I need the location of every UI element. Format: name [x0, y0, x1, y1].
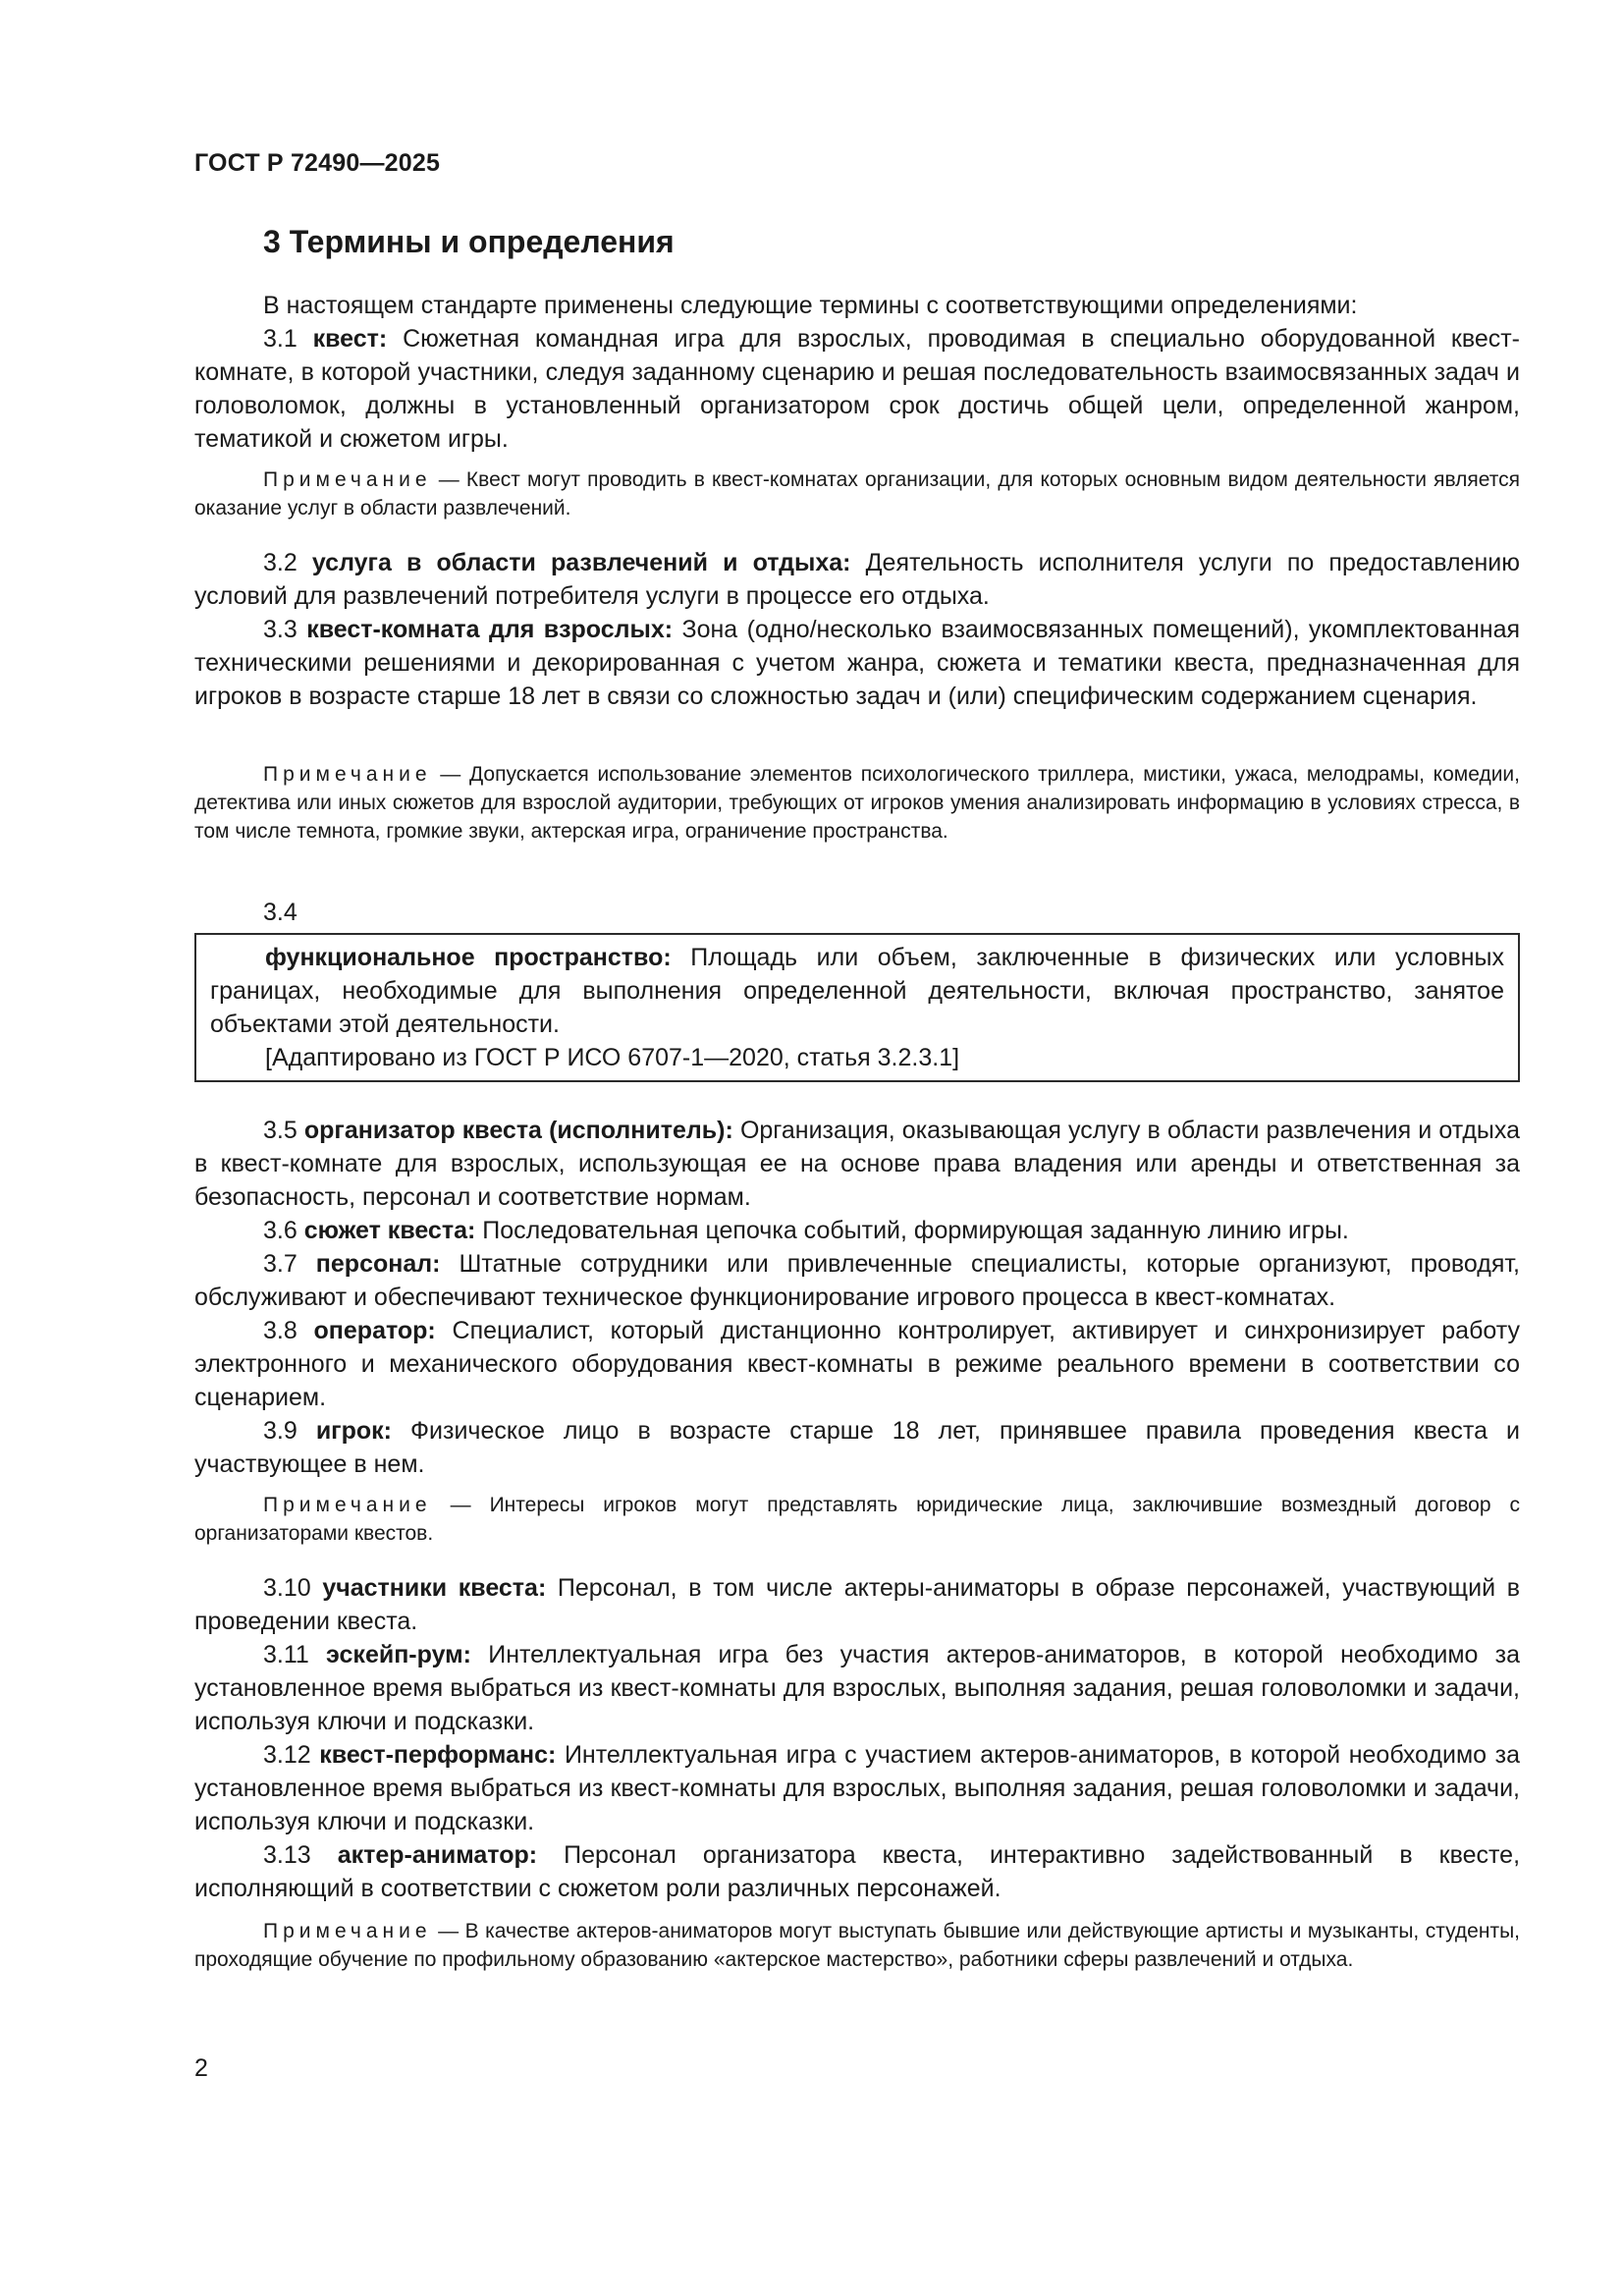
term-definition: Интеллектуальная игра без участия актеров-аниматоров, в которой необходимо за установленное время выбраться из квест-комнаты для взрослых, выполняя задания, решая головоломки и задачи, используя ключи и подсказки. [194, 1641, 1520, 1735]
term-3-6 [194, 1214, 1520, 1247]
term-3-13 [194, 1838, 1520, 1905]
term-number: 3.11 [263, 1641, 309, 1668]
term-number: 3.9 [263, 1417, 298, 1445]
note-4 [194, 1917, 1520, 1974]
term-definition: Интеллектуальная игра с участием актеров-аниматоров, в которой необходимо за установленное время выбраться из квест-комнаты для взрослых, выполняя задания, решая головоломки и задачи, используя ключи и подсказки. [194, 1741, 1521, 1835]
term-definition: Сюжетная командная игра для взрослых, проводимая в специально оборудованной квест-комнате, в которой участники, следуя заданному сценарию и решая последовательность взаимосвязанных задач и головоломок, должны в установленный организатором срок достичь общей цели, определенной жанром, тематикой и сюжетом игры. [194, 325, 1520, 453]
term-definition: Организация, оказывающая услугу в области развлечения и отдыха в квест-комнате для взрослых, использующая ее на основе права владения или аренды и ответственная за безопасность, персонал и соответствие нормам. [194, 1117, 1520, 1211]
note-2 [194, 760, 1520, 846]
note-text: — Интересы игроков могут представлять юридические лица, заключившие возмездный договор с организаторами квестов. [194, 1494, 1520, 1545]
term-3-7 [194, 1247, 1520, 1314]
note-block-1 [194, 465, 1520, 522]
term-3-4 [210, 941, 1504, 1041]
note-label: Примечание [263, 1494, 432, 1516]
term-number: 3.8 [263, 1317, 298, 1344]
term-number: 3.10 [263, 1574, 311, 1602]
term-definition: Площадь или объем, заключенные в физических или условных границах, необходимые для выполнения определенной деятельности, включая пространство, занятое объектами этой деятельности. [210, 944, 1504, 1038]
term-3-5 [194, 1114, 1520, 1214]
term-definition: Штатные сотрудники или привлеченные специалисты, которые организуют, проводят, обслуживают и обеспечивают техническое функционирование игрового процесса в квест-комнатах. [194, 1250, 1521, 1311]
term-3-4-source: [Адаптировано из ГОСТ Р ИСО 6707-1—2020, статья 3.2.3.1] [265, 1044, 960, 1071]
document-code: ГОСТ Р 72490—2025 [194, 149, 441, 177]
section-intro: В настоящем стандарте применены следующие термины с соответствующими определениями: [263, 292, 1358, 319]
note-block-2 [194, 760, 1520, 846]
term-number: 3.4 [263, 899, 298, 926]
term-name: сюжет квеста: [303, 1217, 476, 1244]
term-name: оператор: [313, 1317, 436, 1344]
term-number: 3.1 [263, 325, 298, 353]
note-label: Примечание [263, 468, 432, 491]
terms-block-3 [194, 1114, 1520, 1481]
term-3-4-box [194, 933, 1520, 1082]
term-3-9 [194, 1414, 1520, 1481]
term-number: 3.7 [263, 1250, 298, 1278]
term-name: участники квеста: [322, 1574, 547, 1602]
term-name: организатор квеста (исполнитель): [303, 1117, 733, 1144]
term-name: игрок: [315, 1417, 392, 1445]
term-definition: Последовательная цепочка событий, формирующая заданную линию игры. [482, 1217, 1349, 1244]
terms-block-2 [194, 546, 1520, 713]
term-number: 3.3 [263, 616, 298, 643]
terms-block-4 [194, 1571, 1520, 1905]
term-name: квест-перформанс: [319, 1741, 557, 1769]
term-name: функциональное пространство: [265, 944, 672, 971]
term-name: услуга в области развлечений и отдыха: [311, 549, 851, 576]
term-3-12 [194, 1738, 1520, 1838]
term-definition: Деятельность исполнителя услуги по предоставлению условий для развлечений потребителя услуги в процессе его отдыха. [194, 549, 1520, 610]
term-definition: Физическое лицо в возрасте старше 18 лет, принявшее правила проведения квеста и участвующее в нем. [194, 1417, 1520, 1478]
note-label: Примечание [263, 1920, 432, 1942]
note-3 [194, 1491, 1520, 1548]
note-text: — Квест могут проводить в квест-комнатах организации, для которых основным видом деятельности является оказание услуг в области развлечений. [194, 468, 1520, 519]
note-text: — Допускается использование элементов психологического триллера, мистики, ужаса, мелодрамы, комедии, детектива или иных сюжетов для взрослой аудитории, требующих от игроков умения анализировать информацию в условиях стресса, в том числе темнота, громкие звуки, актерская игра, ограничение пространства. [194, 763, 1520, 843]
page-number: 2 [194, 2054, 208, 2082]
section-title: 3 Термины и определения [263, 224, 675, 259]
term-3-3 [194, 613, 1520, 713]
note-text: — В качестве актеров-аниматоров могут выступать бывшие или действующие артисты и музыканты, студенты, проходящие обучение по профильному образованию «актерское мастерство», работники сферы развлечений и отдыха. [194, 1920, 1521, 1971]
term-3-4-number-line [194, 896, 1520, 929]
term-number: 3.5 [263, 1117, 298, 1144]
term-name: квест-комната для взрослых: [306, 616, 674, 643]
term-number: 3.13 [263, 1841, 311, 1869]
term-3-11 [194, 1638, 1520, 1738]
note-block-4 [194, 1917, 1520, 1974]
term-number: 3.12 [263, 1741, 311, 1769]
term-definition: Персонал организатора квеста, интерактивно задействованный в квесте, исполняющий в соответствии с сюжетом роли различных персонажей. [194, 1841, 1521, 1902]
term-3-8 [194, 1314, 1520, 1414]
term-3-10 [194, 1571, 1520, 1638]
term-definition: Зона (одно/несколько взаимосвязанных помещений), укомплектованная техническими решениями и декорированная с учетом жанра, сюжета и тематики квеста, предназначенная для игроков в возрасте старше 18 лет в связи со сложностью задач и (или) специфическим содержанием сценария. [194, 616, 1521, 710]
term-name: персонал: [315, 1250, 441, 1278]
note-label: Примечание [263, 763, 432, 786]
term-number: 3.6 [263, 1217, 298, 1244]
note-block-3 [194, 1491, 1520, 1548]
term-3-1 [194, 322, 1520, 456]
term-name: актер-аниматор: [337, 1841, 538, 1869]
term-3-2 [194, 546, 1520, 613]
term-definition: Персонал, в том числе актеры-аниматоры в образе персонажей, участвующий в проведении квеста. [194, 1574, 1520, 1635]
term-number: 3.2 [263, 549, 298, 576]
term-definition: Специалист, который дистанционно контролирует, активирует и синхронизирует работу электронного и механического оборудования квест-комнаты в режиме реального времени в соответствии со сценарием. [194, 1317, 1520, 1411]
term-name: квест: [312, 325, 388, 353]
terms-block-1 [194, 289, 1520, 456]
term-name: эскейп-рум: [326, 1641, 471, 1668]
note-1 [194, 465, 1520, 522]
